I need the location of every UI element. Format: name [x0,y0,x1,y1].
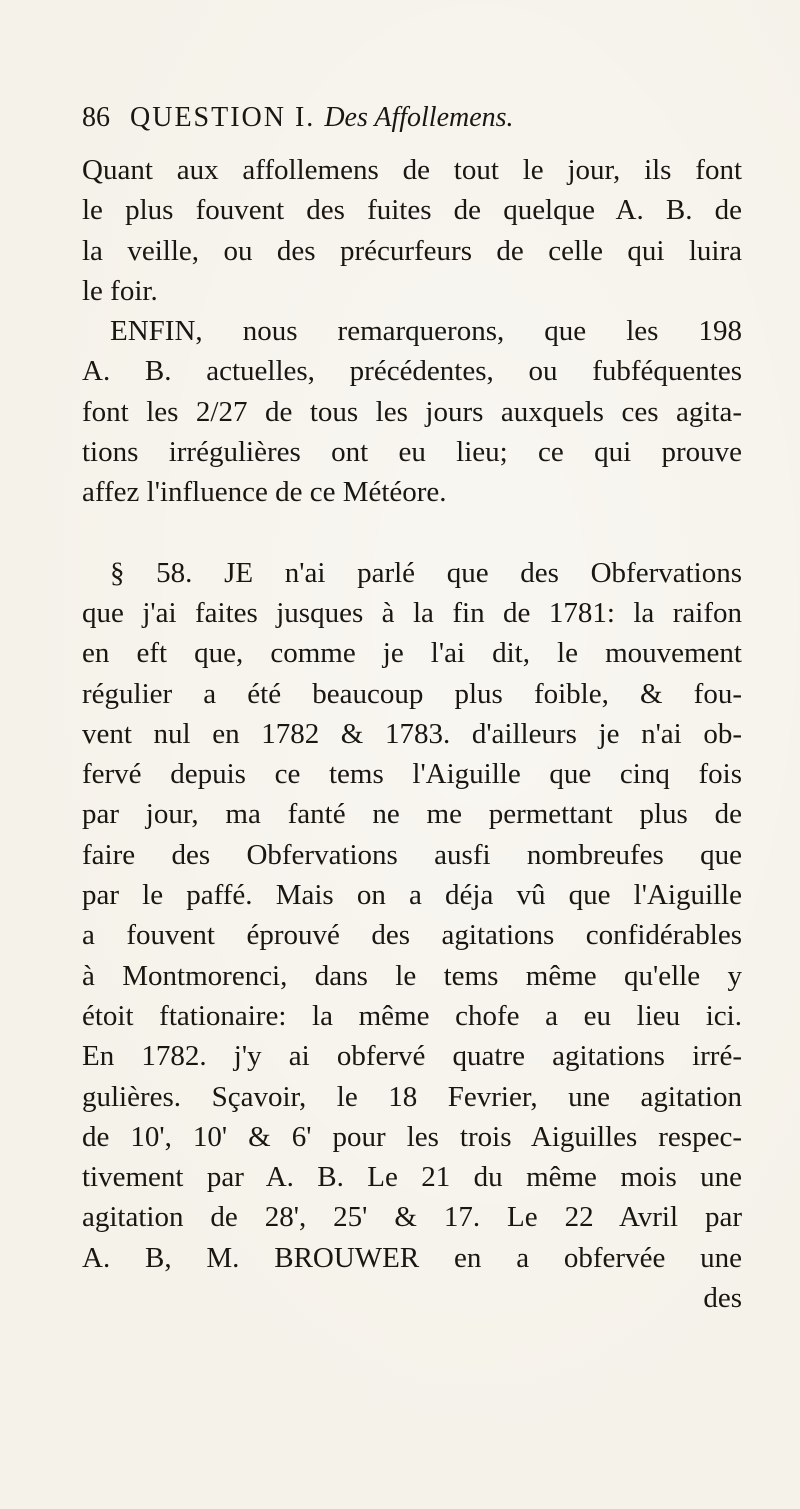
text-line: gulières. Sçavoir, le 18 Fevrier, une agitation [82,1080,742,1113]
text-line: en eft que, comme je l'ai dit, le mouvement [82,637,742,670]
text-line: En 1782. j'y ai obfervé quatre agitations irré- [82,1040,742,1073]
text-line: tivement par A. B. Le 21 du même mois une [82,1161,742,1194]
page-header [82,96,722,140]
text-line: que j'ai faites jusques à la fin de 1781: la raifon [82,596,742,629]
text-line: par le paffé. Mais on a déja vû que l'Aiguille [82,879,742,912]
section-gap [82,513,742,553]
text-line: A. B, M. BROUWER en a obfervée une [82,1241,742,1274]
body-text [82,150,742,1318]
running-title-italic: Des Affollemens. [324,102,514,133]
text-line: la veille, ou des précurfeurs de celle qui luira [82,234,742,267]
text-line: régulier a été beaucoup plus foible, & fou- [82,677,742,710]
text-line: affez l'influence de ce Météore. [82,476,447,509]
text-line: A. B. actuelles, précédentes, ou fubféquentes [82,355,742,388]
text-line: tions irrégulières ont eu lieu; ce qui prouve [82,436,742,469]
page-number: 86 [82,102,110,133]
text-line: font les 2/27 de tous les jours auxquels ces agita- [82,395,742,428]
text-line: a fouvent éprouvé des agitations confidérables [82,919,742,952]
paragraph [82,150,742,311]
running-title-caps: QUESTION I. [130,102,316,133]
running-title [130,102,514,134]
text-line: à Montmorenci, dans le tems même qu'elle y [82,959,742,992]
text-line: ENFIN, nous remarquerons, que les 198 [110,315,742,348]
catchword: des [703,1282,742,1315]
text-line: par jour, ma fanté ne me permettant plus de [82,798,742,831]
text-line: de 10', 10' & 6' pour les trois Aiguilles respec- [82,1120,742,1153]
paragraph [82,553,742,1278]
text-line: agitation de 28', 25' & 17. Le 22 Avril par [82,1201,742,1234]
text-line: le plus fouvent des fuites de quelque A. B. de [82,194,742,227]
text-line: le foir. [82,274,158,307]
paragraph [82,311,742,512]
text-line: étoit ftationaire: la même chofe a eu lieu ici. [82,999,742,1032]
text-line: fervé depuis ce tems l'Aiguille que cinq fois [82,758,742,791]
text-line: § 58. JE n'ai parlé que des Obfervations [110,556,742,589]
text-line: vent nul en 1782 & 1783. d'ailleurs je n'ai ob- [82,717,742,750]
text-line: faire des Obfervations ausfi nombreufes que [82,838,742,871]
text-line: Quant aux affollemens de tout le jour, ils font [82,154,742,186]
